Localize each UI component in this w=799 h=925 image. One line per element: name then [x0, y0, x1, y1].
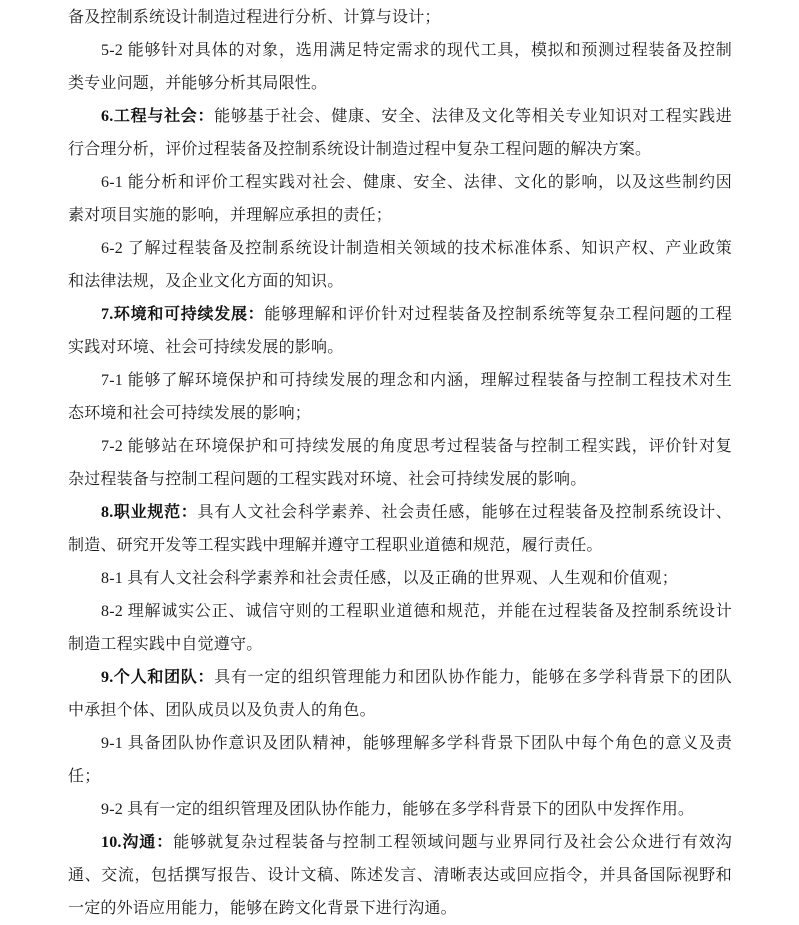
- section-heading-line: 10.沟通：能够就复杂过程装备与控制工程领域问题与业界同行及社会公众进行有效沟: [101, 834, 732, 851]
- text-line: 8-2 理解诚实公正、诚信守则的工程职业道德和规范，并能在过程装备及控制系统设计: [101, 603, 732, 620]
- text-line: 行合理分析，评价过程装备及控制系统设计制造过程中复杂工程问题的解决方案。: [68, 141, 652, 158]
- text-line: 任；: [68, 768, 101, 785]
- text-line: 7-2 能够站在环境保护和可持续发展的角度思考过程装备与控制工程实践，评价针对复: [101, 438, 732, 455]
- text-line: 6-1 能分析和评价工程实践对社会、健康、安全、法律、文化的影响，以及这些制约因: [101, 174, 732, 191]
- text-line: 素对项目实施的影响，并理解应承担的责任；: [68, 207, 393, 224]
- text-line: 一定的外语应用能力，能够在跨文化背景下进行沟通。: [68, 900, 457, 917]
- text-line: 7-1 能够了解环境保护和可持续发展的理念和内涵，理解过程装备与控制工程技术对生: [101, 372, 732, 389]
- section-heading-label: 10.沟通：: [101, 834, 174, 851]
- text-line: 9-1 具备团队协作意识及团队精神，能够理解多学科背景下团队中每个角色的意义及责: [101, 735, 732, 752]
- section-heading-line: 9.个人和团队：具有一定的组织管理能力和团队协作能力，能够在多学科背景下的团队: [101, 669, 732, 686]
- section-heading-line: 8.职业规范：具有人文社会科学素养、社会责任感，能够在过程装备及控制系统设计、: [101, 504, 732, 521]
- text-line: 实践对环境、社会可持续发展的影响。: [68, 339, 344, 356]
- document-text-body: [68, 1, 732, 925]
- text-line: 中承担个体、团队成员以及负责人的角色。: [68, 702, 376, 719]
- text-line: 态环境和社会可持续发展的影响；: [68, 405, 312, 422]
- text-line: 杂过程装备与控制工程问题的工程实践对环境、社会可持续发展的影响。: [68, 471, 587, 488]
- text-line: 通、交流，包括撰写报告、设计文稿、陈述发言、清晰表达或回应指令，并具备国际视野和: [68, 867, 732, 884]
- text-line: 备及控制系统设计制造过程进行分析、计算与设计；: [68, 9, 441, 26]
- text-line: 8-1 具有人文社会科学素养和社会责任感，以及正确的世界观、人生观和价值观；: [101, 570, 678, 587]
- section-heading-label: 7.环境和可持续发展：: [101, 306, 265, 323]
- text-line: 和法律法规，及企业文化方面的知识。: [68, 273, 344, 290]
- text-line: 9-2 具有一定的组织管理及团队协作能力，能够在多学科背景下的团队中发挥作用。: [101, 801, 695, 818]
- text-line: 制造工程实践中自觉遵守。: [68, 636, 263, 653]
- text-line: 类专业问题，并能够分析其局限性。: [68, 75, 328, 92]
- section-heading-label: 9.个人和团队：: [101, 669, 215, 686]
- section-heading-label: 6.工程与社会：: [101, 108, 215, 125]
- text-line: 5-2 能够针对具体的对象，选用满足特定需求的现代工具，模拟和预测过程装备及控制: [101, 42, 732, 59]
- section-heading-line: 6.工程与社会：能够基于社会、健康、安全、法律及文化等相关专业知识对工程实践进: [101, 108, 732, 125]
- section-heading-label: 8.职业规范：: [101, 504, 198, 521]
- text-line: 6-2 了解过程装备及控制系统设计制造相关领域的技术标准体系、知识产权、产业政策: [101, 240, 732, 257]
- text-line: 制造、研究开发等工程实践中理解并遵守工程职业道德和规范，履行责任。: [68, 537, 603, 554]
- section-heading-line: 7.环境和可持续发展：能够理解和评价针对过程装备及控制系统等复杂工程问题的工程: [101, 306, 732, 323]
